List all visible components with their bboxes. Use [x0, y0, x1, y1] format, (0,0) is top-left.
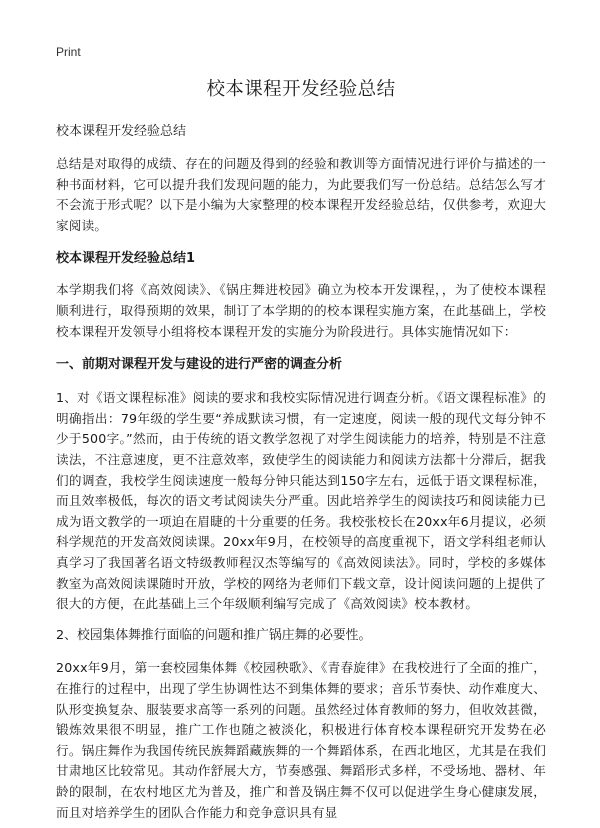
- document-body: [56, 76, 546, 823]
- section-heading-analysis: 一、前期对课程开发与建设的进行严密的调查分析: [56, 357, 343, 373]
- section1-paragraph: 本学期我们将《高效阅读》、《锅庄舞进校园》确立为校本开发课程，，为了使校本课程顺利进行，取得预期的效果，制订了本学期的的校本课程实施方案，在此基础上，学校校本课程开发领导小组将校本课程开发的实施分为阶段进行。具体实施情况如下：: [56, 282, 546, 339]
- analysis-paragraph-1: 1、对《语文课程标准》阅读的要求和我校实际情况进行调查分析。《语文课程标准》的明确指出：79年级的学生要“养成默读习惯，有一定速度，阅读一般的现代文每分钟不少于500字。”然而，由于传统的语文教学忽视了对学生阅读能力的培养，特别是不注意读法，不注意速度，更不注意效率，致使学生的阅读能力和阅读方法都十分滞后，据我们的调查，我校学生阅读速度一般每分钟只能达到150字左右，远低于语文课程标准，而且效率极低，每次的语文考试阅读失分严重。因此培养学生的阅读技巧和阅读能力已成为语文教学的一项迫在眉睫的十分重要的任务。我校张校长在20xx年6月提议，必须科学规范的开发高效阅读课。20xx年9月，在校领导的高度重视下，语文学科组老师认真学习了我国著名语文特级教师程汉杰等编写的《高效阅读法》。同时，学校的多媒体教室为高效阅读课随时开放，学校的网络为老师们下载文章，设计阅读问题的上提供了很大的方便，在此基础上三个年级顺利编写完成了《高效阅读》校本教材。: [56, 390, 546, 612]
- print-link[interactable]: Print: [56, 45, 81, 59]
- document-subtitle: 校本课程开发经验总结: [56, 124, 187, 139]
- analysis-paragraph-2: 20xx年9月，第一套校园集体舞《校园秧歌》、《青春旋律》在我校进行了全面的推广，在推行的过程中，出现了学生协调性达不到集体舞的要求；音乐节奏快、动作难度大、队形变换复杂、服装要求高等一系列的问题。虽然经过体育教师的努力，但收效甚微，锻炼效果很不明显，推广工作也随之被淡化，积极进行体育校本课程研究开发势在必行。锅庄舞作为我国传统民族舞蹈藏族舞的一个舞蹈体系，在西北地区，尤其是在我们甘肃地区比较常见。其动作舒展大方，节奏感强、舞蹈形式多样，不受场地、器材、年龄的限制，在农村地区尤为普及，推广和普及锅庄舞不仅可以促进学生身心健康发展，而且对培养学生的团队合作能力和竞争意识具有显: [56, 660, 546, 820]
- intro-paragraph: 总结是对取得的成绩、存在的问题及得到的经验和教训等方面情况进行评价与描述的一种书面材料，它可以提升我们发现问题的能力，为此要我们写一份总结。总结怎么写才不会流于形式呢？以下是小编为大家整理的校本课程开发经验总结，仅供参考，欢迎大家阅读。: [56, 156, 546, 233]
- page-title: 校本课程开发经验总结: [206, 79, 396, 100]
- section-heading-1: 校本课程开发经验总结1: [56, 251, 196, 267]
- analysis-subheading-2: 2、校园集体舞推行面临的问题和推广锅庄舞的必要性。: [56, 627, 372, 643]
